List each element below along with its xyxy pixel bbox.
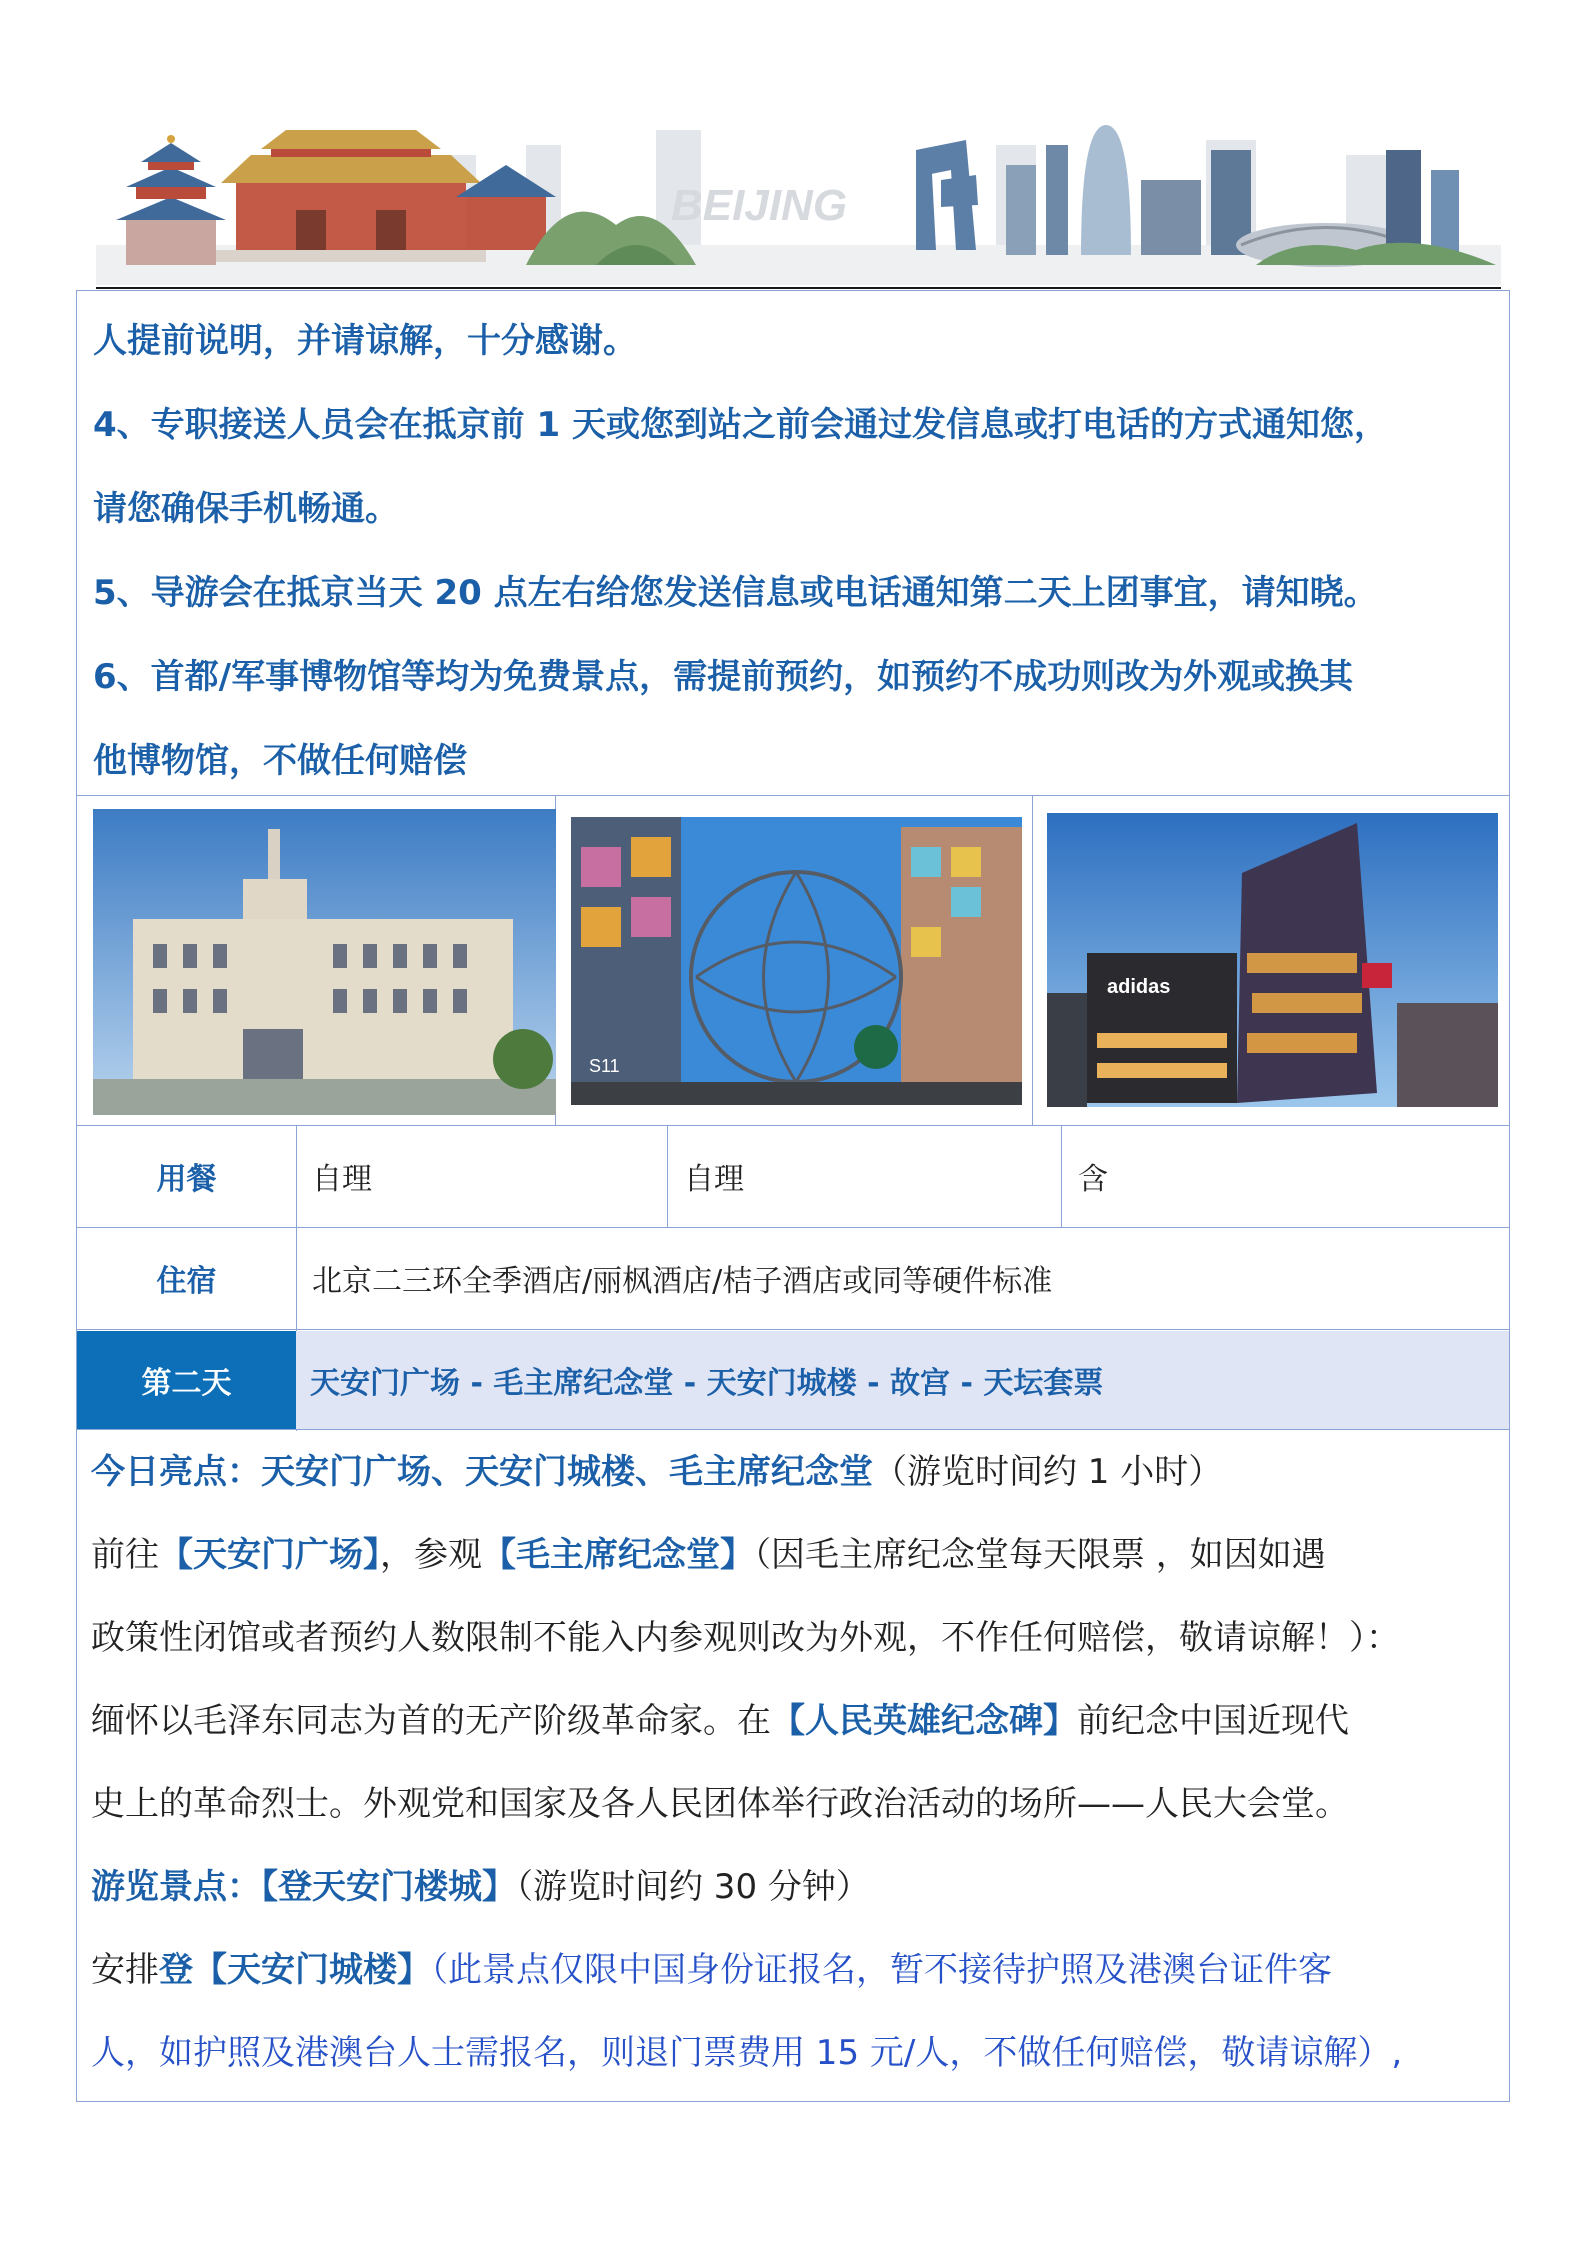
note-line: 4、专职接送人员会在抵京前 1 天或您到站之前会通过发信息或打电话的方式通知您，	[93, 405, 1388, 445]
note-line: 请您确保手机畅通。	[93, 489, 399, 529]
text: 【天安门广场】	[159, 1535, 380, 1575]
text: 缅怀以毛泽东同志为首的无产阶级革命家。在	[91, 1701, 771, 1741]
note-line: 6、首都/军事博物馆等均为免费景点，需提前预约，如预约不成功则改为外观或换其	[93, 657, 1354, 697]
itinerary-frame	[76, 290, 1510, 2102]
text: 前纪念中国近现代	[1077, 1701, 1349, 1741]
highlights-prefix: 今日亮点：天安门广场、天安门城楼、毛主席纪念堂	[91, 1452, 873, 1492]
svg-text:S11: S11	[589, 1056, 620, 1076]
highlights-line	[91, 1431, 1496, 1514]
note-line: 5、导游会在抵京当天 20 点左右给您发送信息或电话通知第二天上团事宜，请知晓。	[93, 573, 1378, 613]
text: ，参观	[380, 1535, 482, 1575]
text: 【人民英雄纪念碑】	[771, 1701, 1077, 1741]
breakfast-value: 自理	[312, 1162, 372, 1197]
svg-text:BEIJING: BEIJING	[671, 181, 848, 230]
text: （因毛主席纪念堂每天限票 ，如因如遇	[754, 1535, 1326, 1575]
sanlitun-sphere-photo	[571, 817, 1022, 1105]
text: 登【天安门城楼】	[159, 1950, 431, 1990]
spot-line	[91, 1846, 1496, 1929]
museum-building-photo	[93, 809, 556, 1115]
dinner-value: 含	[1078, 1162, 1108, 1197]
paragraph-line: 人，如护照及港澳台人士需报名，则退门票费用 15 元/人，不做任何赔偿，敬请谅解）,	[91, 2033, 1403, 2073]
note-line: 他博物馆，不做任何赔偿	[93, 741, 467, 781]
paragraph-line: 政策性闭馆或者预约人数限制不能入内参观则改为外观，不作任何赔偿，敬请谅解！）：	[91, 1618, 1400, 1658]
divider	[1061, 1125, 1062, 1227]
paragraph-line: 史上的革命烈士。外观党和国家及各人民团体举行政治活动的场所——人民大会堂。	[91, 1784, 1349, 1824]
divider	[667, 1125, 668, 1227]
note-line: 人提前说明，并请谅解，十分感谢。	[93, 321, 637, 361]
sanlitun-shopping-photo	[1047, 813, 1498, 1107]
lodging-value: 北京二三环全季酒店/丽枫酒店/桔子酒店或同等硬件标准	[312, 1264, 1053, 1299]
day-label: 第二天	[77, 1331, 296, 1429]
text: 前往	[91, 1535, 159, 1575]
text: 【毛主席纪念堂】	[482, 1535, 754, 1575]
spot-prefix: 游览景点：【登天安门楼城】	[91, 1867, 516, 1907]
paragraph-line	[91, 1680, 1496, 1763]
divider	[77, 1429, 1509, 1430]
day-description	[91, 1431, 1496, 2095]
meals-label: 用餐	[156, 1162, 217, 1197]
notes-block	[93, 299, 1493, 803]
svg-text:adidas: adidas	[1107, 976, 1171, 998]
paragraph-line	[91, 1929, 1496, 2012]
divider	[1032, 795, 1033, 1125]
text: 安排	[91, 1950, 159, 1990]
lodging-label: 住宿	[156, 1264, 217, 1299]
paragraph-line	[91, 1514, 1496, 1597]
spot-suffix: （游览时间约 30 分钟）	[516, 1867, 870, 1907]
beijing-skyline-banner	[96, 125, 1501, 290]
divider	[77, 795, 1509, 796]
highlights-suffix: （游览时间约 1 小时）	[873, 1452, 1223, 1492]
day-route: 天安门广场 - 毛主席纪念堂 - 天安门城楼 - 故宫 - 天坛套票	[296, 1331, 1509, 1429]
text: （此景点仅限中国身份证报名，暂不接待护照及港澳台证件客	[431, 1950, 1332, 1990]
divider	[77, 1329, 1509, 1330]
lunch-value: 自理	[684, 1162, 744, 1197]
